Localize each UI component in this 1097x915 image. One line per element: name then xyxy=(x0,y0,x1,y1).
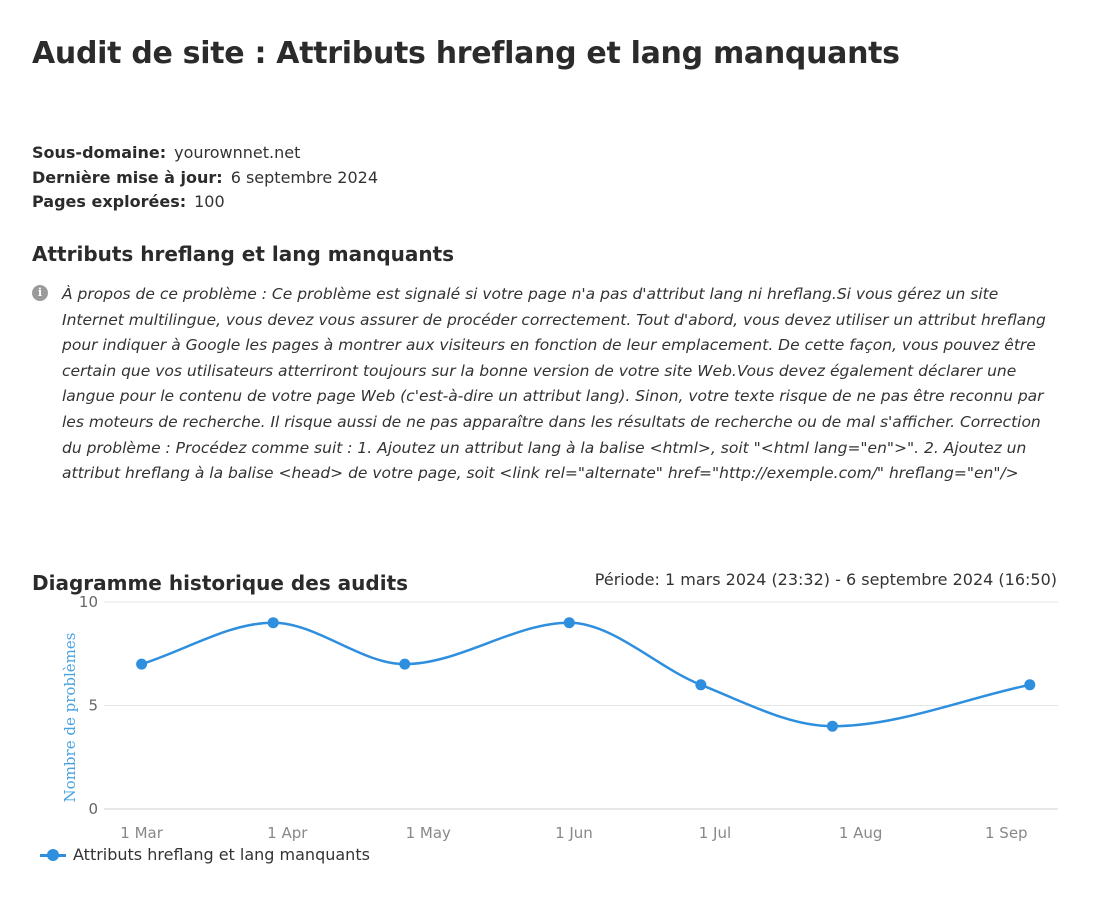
updated-label: Dernière mise à jour: xyxy=(32,167,223,187)
legend-marker-icon xyxy=(40,849,66,861)
updated-row xyxy=(32,166,378,191)
subdomain-value: yourownnet.net xyxy=(174,143,301,162)
x-tick-label: 1 Apr xyxy=(267,824,308,842)
x-tick-label: 1 Jun xyxy=(555,824,593,842)
x-tick-label: 1 Jul xyxy=(698,824,732,842)
y-tick-label: 5 xyxy=(88,696,98,715)
data-point xyxy=(268,617,279,628)
subdomain-label: Sous-domaine: xyxy=(32,143,167,162)
y-axis-label: Nombre de problèmes xyxy=(61,632,79,803)
audit-meta xyxy=(32,141,378,215)
pages-label: Pages explorées: xyxy=(32,192,187,211)
updated-value: 6 septembre 2024 xyxy=(230,167,379,187)
x-tick-label: 1 Sep xyxy=(985,824,1028,842)
data-point xyxy=(695,679,706,690)
subdomain-row xyxy=(32,141,378,166)
info-icon: i xyxy=(32,285,48,301)
y-tick-label: 0 xyxy=(88,800,98,818)
data-point xyxy=(564,617,575,628)
data-point xyxy=(1024,679,1035,690)
history-chart xyxy=(0,590,1097,845)
data-point xyxy=(827,721,838,732)
history-heading: Diagramme historique des audits xyxy=(32,571,409,595)
x-tick-label: 1 Mar xyxy=(120,824,163,842)
legend-label: Attributs hreflang et lang manquants xyxy=(73,845,370,864)
series-line xyxy=(142,623,1030,727)
data-point xyxy=(136,659,147,670)
pages-value: 100 xyxy=(194,192,225,211)
page-title: Audit de site : Attributs hreflang et lang manquants xyxy=(32,36,900,71)
y-tick-label: 10 xyxy=(78,593,98,611)
issue-description: À propos de ce problème : Ce problème est signalé si votre page n'a pas d'attribut lang ni hreflang.Si vous gérez un site Internet multilingue, vous devez vous assurer de procéder correctement. Tout d'abord, vous devez utiliser un attribut hreflang pour indiquer à Google les pages à montrer aux visiteurs en fonction de leur emplacement. De cette façon, vous pouvez être certain que vos utilisateurs atterriront toujours sur la bonne version de votre site Web.Vous devez également déclarer une langue pour le contenu de votre page Web (c'est-à-dire un attribut lang). Sinon, votre texte risque de ne pas être reconnu par les moteurs de recherche. Il risque aussi de ne pas apparaître dans les résultats de recherche ou de mal s'afficher. Correction du problème : Procédez comme suit : 1. Ajoutez un attribut lang à la balise <html>, soit "<html lang="en">". 2. Ajoutez un attribut hreflang à la balise <head> de votre page, soit <link rel="alternate" href="http://exemple.com/" hreflang="en"/> xyxy=(62,285,1046,483)
data-point xyxy=(399,659,410,670)
x-tick-label: 1 May xyxy=(405,824,451,842)
period-label: Période: 1 mars 2024 (23:32) - 6 septembre 2024 (16:50) xyxy=(594,570,1057,589)
issue-heading: Attributs hreflang et lang manquants xyxy=(32,242,455,266)
chart-legend[interactable] xyxy=(40,845,370,864)
pages-row xyxy=(32,190,378,215)
x-tick-label: 1 Aug xyxy=(838,824,883,842)
